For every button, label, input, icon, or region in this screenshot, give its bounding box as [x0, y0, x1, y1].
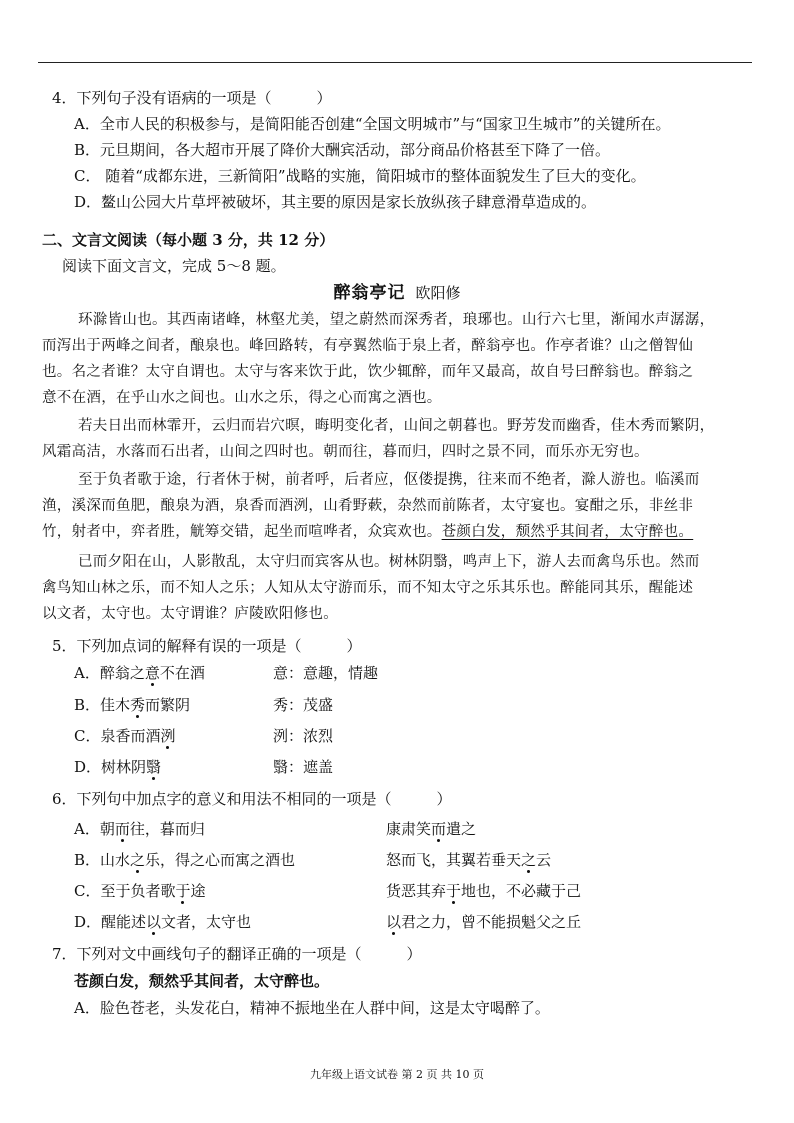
q5-option-text: 不在酒 — [159, 664, 205, 682]
passage-line: 风霜高洁，水落而石出者，山间之四时也。朝而往，暮而归，四时之景不同，而乐亦无穷也。 — [42, 444, 649, 460]
q6-option-text: B．山水 — [74, 851, 131, 869]
q5-option-c — [74, 726, 176, 746]
q4-stem: 4．下列句子没有语病的一项是（ ） — [52, 89, 332, 107]
q5-option-text: D．树林阴 — [74, 758, 147, 776]
q5-option-text: A．醉翁之 — [74, 664, 145, 682]
q6-option-text: A．朝 — [74, 820, 115, 838]
q6-option-a-compare — [386, 819, 476, 839]
dotted-word: 洌 — [160, 727, 176, 745]
passage-line: 渔，溪深而鱼肥，酿泉为酒，泉香而酒洌，山肴野蔌，杂然而前陈者，太守宴也。宴酣之乐，非丝非 — [42, 498, 694, 514]
q4-option-c: C． 随着“成都东进，三新简阳”战略的实施，简阳城市的整体面貌发生了巨大的变化。 — [74, 167, 646, 185]
q6-option-text: 乐，得之心而寓之酒也 — [145, 851, 296, 869]
q6-compare-text: 遣之 — [446, 820, 477, 838]
q5-option-text: B．佳木 — [74, 696, 131, 714]
q6-option-d-compare — [386, 912, 581, 932]
q5-option-d-meaning: 翳：遮盖 — [273, 758, 334, 776]
dotted-word: 以 — [146, 913, 162, 931]
q7-stem: 7．下列对文中画线句子的翻译正确的一项是（ ） — [52, 945, 422, 963]
q6-compare-text: 怒而飞，其翼若垂天 — [386, 851, 522, 869]
q5-option-d — [74, 757, 161, 777]
q6-option-c — [74, 881, 206, 901]
dotted-word: 以 — [386, 913, 402, 931]
q6-stem: 6．下列句中加点字的意义和用法不相同的一项是（ ） — [52, 790, 452, 808]
dotted-word: 翳 — [146, 758, 162, 776]
passage-line-text: 竹，射者中，弈者胜，觥筹交错，起坐而喧哗者，众宾欢也。 — [42, 524, 442, 540]
passage-line: 已而夕阳在山，人影散乱，太守归而宾客从也。树林阴翳，鸣声上下，游人去而禽鸟乐也。然而 — [78, 554, 700, 570]
q7-option-a: A．脸色苍老，头发花白，精神不振地坐在人群中间，这是太守喝醉了。 — [74, 999, 550, 1017]
q6-option-b — [74, 850, 295, 870]
passage-line: 意不在酒，在乎山水之间也。山水之乐，得之心而寓之酒也。 — [42, 390, 442, 406]
passage-line — [42, 522, 693, 542]
q6-option-b-compare — [386, 850, 551, 870]
passage-line: 禽鸟知山林之乐，而不知人之乐；人知从太守游而乐，而不知太守之乐其乐也。醉能同其乐，醒能述 — [42, 580, 694, 596]
q6-compare-text: 货恶其弃 — [386, 882, 447, 900]
page-footer: 九年级上语文试卷 第 2 页 共 10 页 — [310, 1068, 484, 1081]
dotted-word: 于 — [175, 882, 191, 900]
q6-option-a — [74, 819, 205, 839]
q6-compare-text: 君之力，曾不能损魁父之丘 — [401, 913, 582, 931]
q6-compare-text: 康肃笑 — [386, 820, 432, 838]
q6-compare-text: 地也，不必藏于己 — [461, 882, 582, 900]
passage-title-text: 醉翁亭记 — [333, 283, 406, 303]
q4-option-d: D．鳌山公园大片草坪被破坏，其主要的原因是家长放纵孩子肆意滑草造成的。 — [74, 193, 597, 211]
dotted-word: 意 — [144, 664, 160, 682]
dotted-word: 秀 — [130, 696, 146, 714]
header-rule — [38, 62, 752, 63]
passage-line: 若夫日出而林霏开，云归而岩穴暝，晦明变化者，山间之朝暮也。野芳发而幽香，佳木秀而繁阴， — [78, 418, 715, 434]
section-instructions: 阅读下面文言文，完成 5～8 题。 — [62, 257, 286, 275]
passage-line: 也。名之者谁？太守自谓也。太守与客来饮于此，饮少辄醉，而年又最高，故自号曰醉翁也。醉翁之 — [42, 364, 694, 380]
q5-option-b — [74, 695, 190, 715]
q6-option-d — [74, 912, 251, 932]
q5-option-text: 而繁阴 — [145, 696, 191, 714]
q6-option-text: C．至于负者歌 — [74, 882, 176, 900]
dotted-word: 之 — [521, 851, 537, 869]
q5-option-b-meaning: 秀：茂盛 — [273, 696, 334, 714]
q6-option-text: 途 — [190, 882, 206, 900]
q6-option-text: D．醒能述 — [74, 913, 147, 931]
q6-option-text: 文者，太守也 — [161, 913, 252, 931]
passage-author: 欧阳修 — [415, 284, 461, 302]
q5-option-a — [74, 663, 205, 683]
q5-stem: 5．下列加点词的解释有误的一项是（ ） — [52, 637, 362, 655]
passage-line: 至于负者歌于途，行者休于树，前者呼，后者应，伛偻提携，往来而不绝者，滁人游也。临溪而 — [78, 472, 700, 488]
q5-option-text: C．泉香而酒 — [74, 727, 161, 745]
q4-option-b: B．元旦期间，各大超市开展了降价大酬宾活动，部分商品价格甚至下降了一倍。 — [74, 141, 611, 159]
dotted-word: 之 — [130, 851, 146, 869]
q7-quote: 苍颜白发，颓然乎其间者，太守醉也。 — [74, 972, 330, 990]
passage-title — [0, 283, 794, 303]
q5-option-c-meaning: 洌：浓烈 — [273, 727, 334, 745]
q6-option-text: 往，暮而归 — [129, 820, 205, 838]
q6-compare-text: 云 — [536, 851, 552, 869]
passage-line: 而泻出于两峰之间者，酿泉也。峰回路转，有亭翼然临于泉上者，醉翁亭也。作亭者谁？山之僧智仙 — [42, 338, 694, 354]
q5-option-a-meaning: 意：意趣，情趣 — [273, 664, 379, 682]
passage-line: 环滁皆山也。其西南诸峰，林壑尤美，望之蔚然而深秀者，琅琊也。山行六七里，渐闻水声潺潺， — [78, 312, 715, 328]
dotted-word: 而 — [114, 820, 130, 838]
dotted-word: 于 — [446, 882, 462, 900]
q6-option-c-compare — [386, 881, 581, 901]
dotted-word: 而 — [431, 820, 447, 838]
q4-option-a: A．全市人民的积极参与，是简阳能否创建“全国文明城市”与“国家卫生城市”的关键所在。 — [74, 115, 671, 133]
section-heading: 二、文言文阅读（每小题 3 分，共 12 分） — [42, 231, 335, 249]
passage-line: 以文者，太守也。太守谓谁？庐陵欧阳修也。 — [42, 606, 338, 622]
underlined-sentence: 苍颜白发，颓然乎其间者，太守醉也。 — [441, 524, 694, 540]
